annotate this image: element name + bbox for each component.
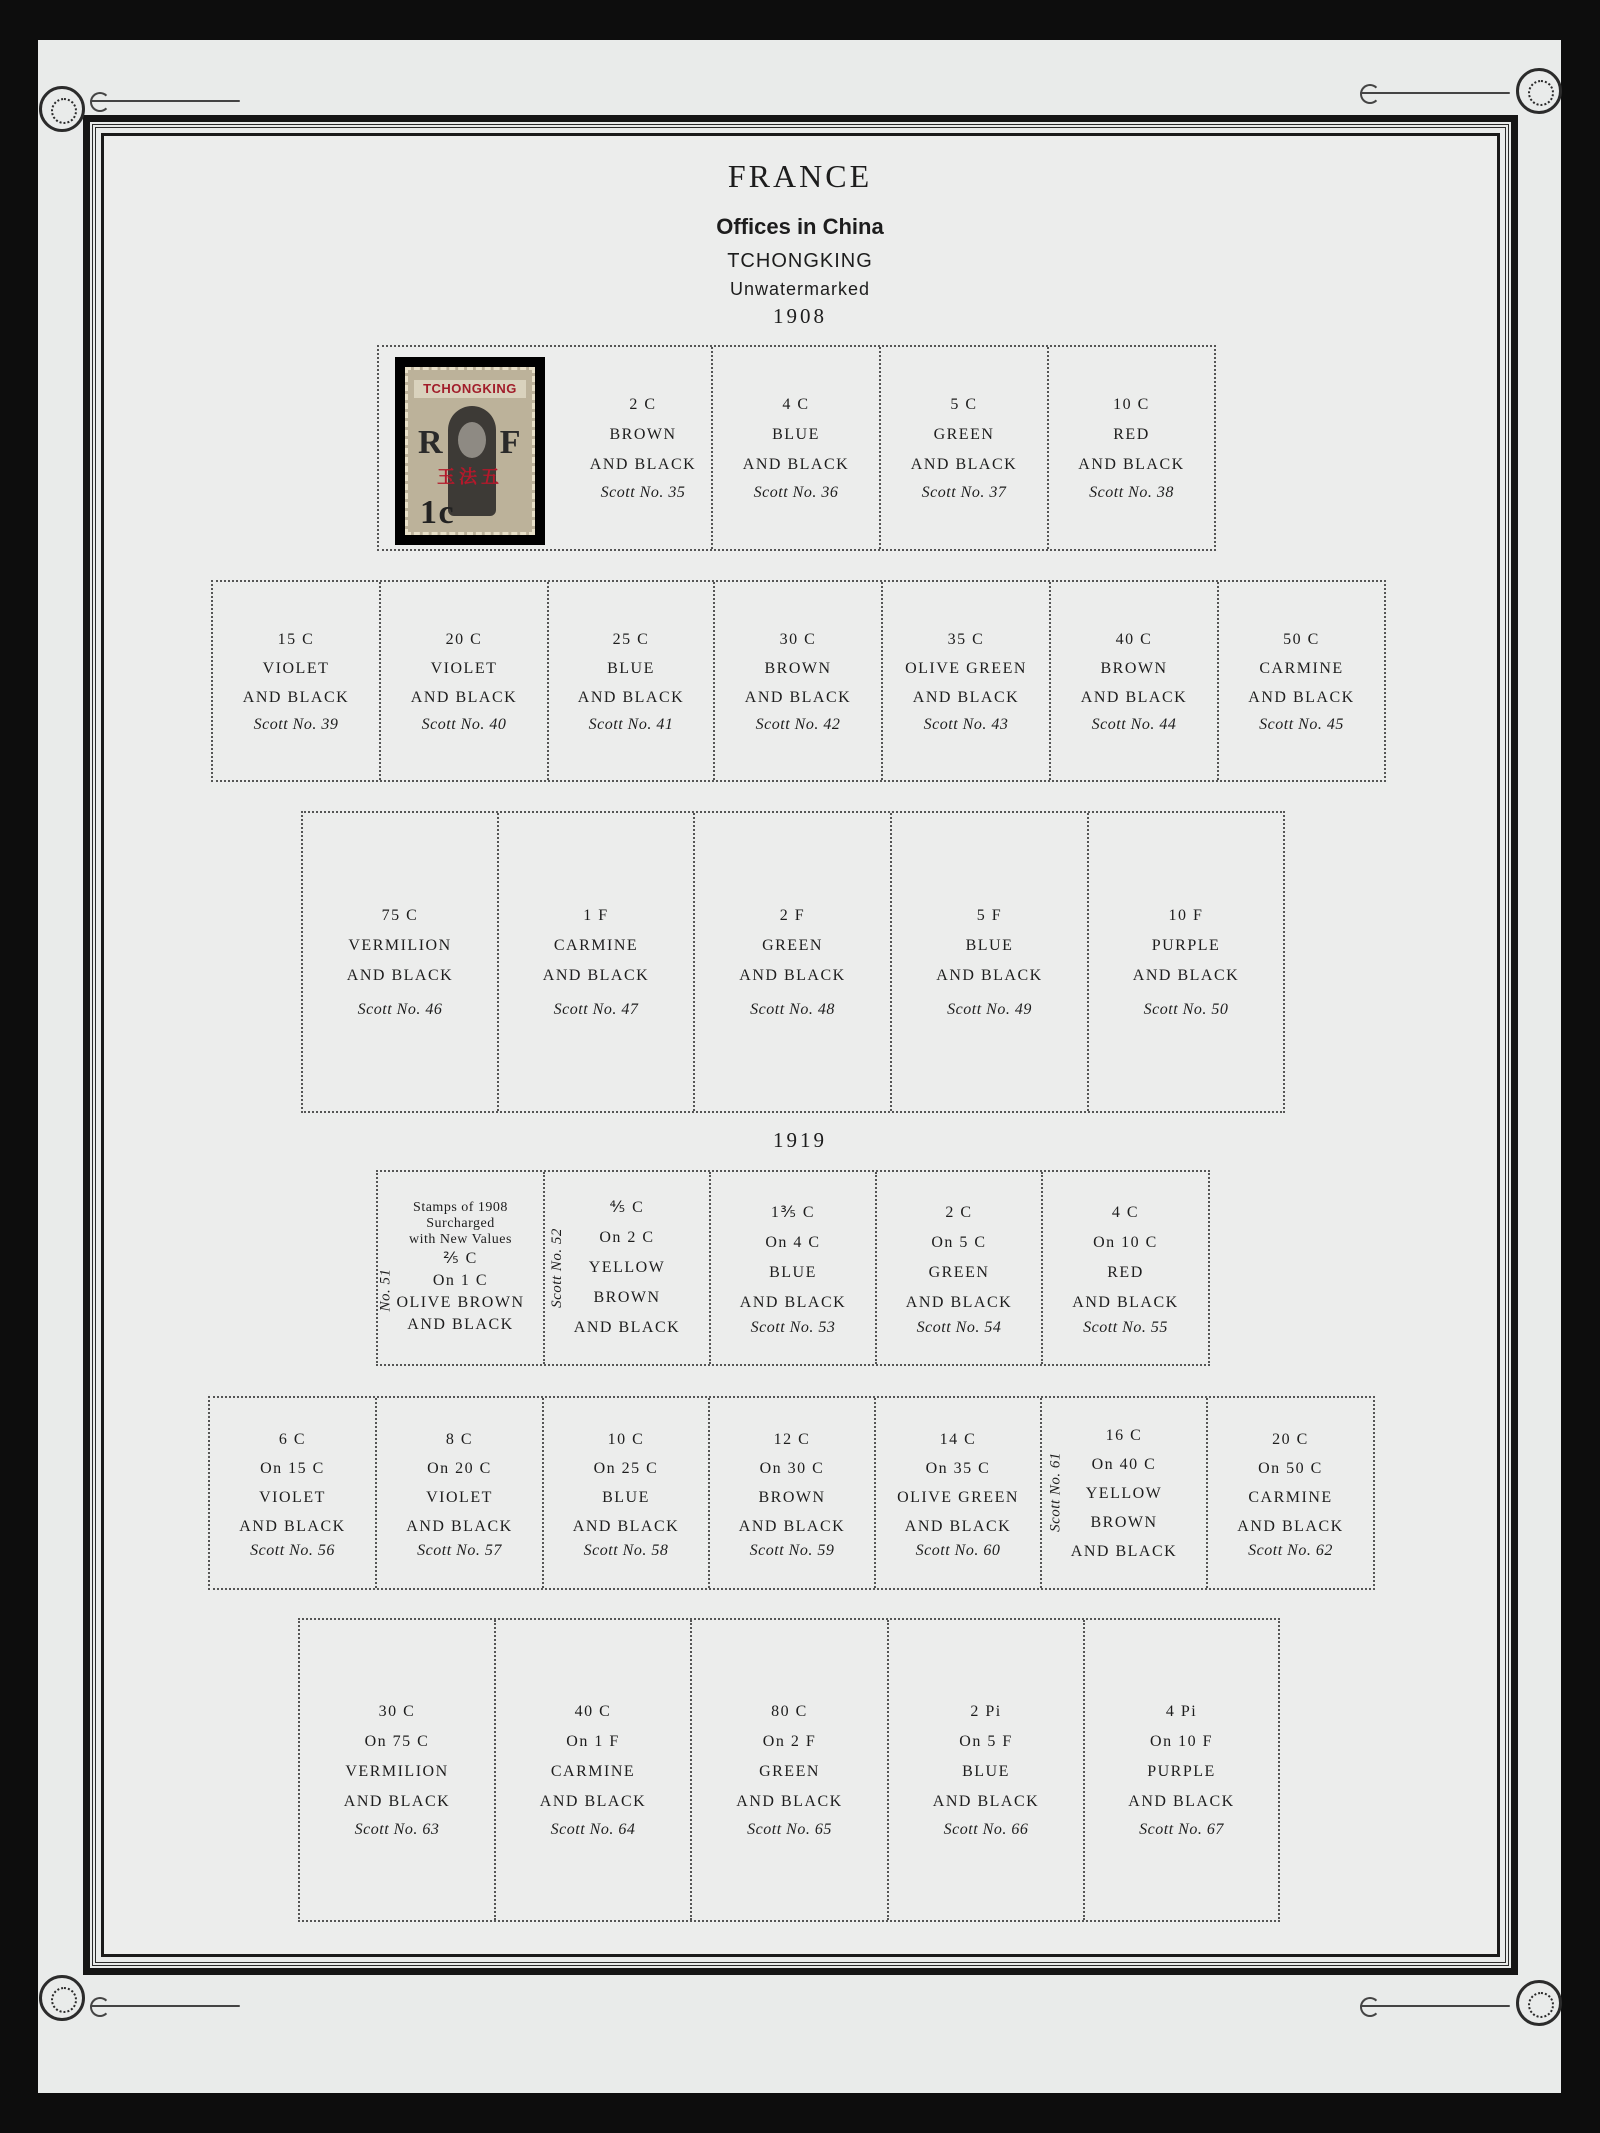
stamp-color: YELLOW xyxy=(588,1259,666,1276)
stamp-color: GREEN xyxy=(762,937,823,954)
stamp-color: VIOLET xyxy=(259,1489,326,1506)
stamp-color: BLUE xyxy=(962,1763,1010,1780)
stamp-space-label xyxy=(573,347,713,549)
scott-number: Scott No. 54 xyxy=(916,1319,1002,1336)
stamp-value: 1⅗ C xyxy=(770,1204,816,1221)
stamp-denomination: 1c xyxy=(420,494,456,531)
stamp-color: BLUE xyxy=(602,1489,650,1506)
stamp-space xyxy=(499,813,695,1111)
stamp-space xyxy=(892,813,1089,1111)
rosette-ornament-icon xyxy=(39,86,85,132)
surcharge-on: On 50 C xyxy=(1258,1460,1323,1477)
stamp-space xyxy=(876,1398,1042,1588)
stamp-value: 50 C xyxy=(1283,630,1320,648)
stamp-color: BLUE xyxy=(607,659,655,677)
stamp-color-2: AND BLACK xyxy=(1078,456,1185,473)
stamp-space xyxy=(379,347,713,549)
stamp-value: 80 C xyxy=(771,1703,808,1720)
scott-number: Scott No. 48 xyxy=(750,1001,835,1018)
stamp-space xyxy=(713,347,881,549)
surcharge-on: On 15 C xyxy=(260,1460,325,1477)
stamp-value: 30 C xyxy=(779,630,817,648)
stamp-value: 10 F xyxy=(1168,907,1204,924)
stamp-value: 2 Pi xyxy=(970,1703,1002,1720)
stamp-value: 25 C xyxy=(612,630,650,648)
stamp-value: 30 C xyxy=(378,1703,416,1720)
stamp-space xyxy=(1042,1398,1208,1588)
scott-number: Scott No. 62 xyxy=(1248,1542,1333,1559)
stamp-space xyxy=(303,813,499,1111)
stamp-color: BLUE xyxy=(772,426,820,443)
scott-number: Scott No. 63 xyxy=(354,1821,440,1838)
stamp-portrait-face xyxy=(458,422,486,458)
scott-number: Scott No. 61 xyxy=(1047,1452,1064,1532)
stamp-color: OLIVE GREEN xyxy=(897,1489,1019,1506)
stamp-color-2: AND BLACK xyxy=(410,688,518,706)
stamp-value: ⅘ C xyxy=(609,1199,645,1216)
stamp-space xyxy=(695,813,892,1111)
stamp-value: 4 C xyxy=(782,396,810,413)
stamp-color: RED xyxy=(1113,426,1150,443)
stamp-image xyxy=(395,357,545,545)
stamp-color-2: AND BLACK xyxy=(239,1518,346,1535)
stamp-color-3: AND BLACK xyxy=(573,1319,681,1336)
surcharge-on: On 40 C xyxy=(1091,1455,1157,1473)
stamp-value: 2 F xyxy=(779,907,806,924)
surcharge-on: On 30 C xyxy=(759,1460,825,1477)
stamp-color-2: AND BLACK xyxy=(539,1793,647,1810)
issue-year-1908: 1908 xyxy=(773,304,827,328)
scott-number: Scott No. 44 xyxy=(1091,715,1177,733)
stamp-space xyxy=(889,1620,1085,1920)
stamp-space xyxy=(544,1398,710,1588)
stamp-space xyxy=(692,1620,889,1920)
stamp-color-2: AND BLACK xyxy=(1248,688,1355,706)
stamp-color: PURPLE xyxy=(1147,1763,1216,1780)
stamp-color: RED xyxy=(1107,1264,1144,1281)
stamp-space xyxy=(1085,1620,1278,1920)
stamp-color-2: AND BLACK xyxy=(343,1793,451,1810)
scott-number: Scott No. 49 xyxy=(947,1001,1032,1018)
stamp-value: 1 F xyxy=(583,907,609,924)
scott-number: Scott No. 53 xyxy=(750,1319,836,1336)
surcharge-note: Stamps of 1908 xyxy=(413,1200,508,1215)
stamp-color-2: AND BLACK xyxy=(1237,1518,1344,1535)
stamp-overprint-text: TCHONGKING xyxy=(414,380,526,398)
scott-number: Scott No. 56 xyxy=(250,1542,335,1559)
scott-number: Scott No. 50 xyxy=(1143,1001,1229,1018)
stamp-color-2: AND BLACK xyxy=(912,688,1020,706)
stamp-color: GREEN xyxy=(759,1763,820,1780)
rosette-ornament-icon xyxy=(39,1975,85,2021)
stamp-color-2: AND BLACK xyxy=(738,1518,846,1535)
surcharge-on: On 1 F xyxy=(566,1733,620,1750)
scroll-ornament-icon xyxy=(90,100,240,102)
scott-number: Scott No. 39 xyxy=(253,715,339,733)
stamp-color-2: AND BLACK xyxy=(589,456,697,473)
stamp-space xyxy=(883,582,1051,780)
stamp-color: BROWN xyxy=(764,659,832,677)
stamp-color: CARMINE xyxy=(1259,659,1344,677)
stamp-space xyxy=(300,1620,496,1920)
stamp-row-6 xyxy=(298,1618,1280,1922)
surcharge-on: On 10 F xyxy=(1150,1733,1213,1750)
stamp-color: YELLOW xyxy=(1085,1484,1163,1502)
scott-number: Scott No. 40 xyxy=(421,715,507,733)
stamp-color-2: BROWN xyxy=(593,1289,661,1306)
stamp-value: 2 C xyxy=(945,1204,973,1221)
scott-number: Scott No. 52 xyxy=(548,1228,565,1308)
stamp-color: CARMINE xyxy=(1248,1489,1333,1506)
stamp-color: VERMILION xyxy=(348,937,452,954)
stamp-color: OLIVE GREEN xyxy=(905,659,1027,677)
scott-number: Scott No. 42 xyxy=(755,715,841,733)
stamp-color: GREEN xyxy=(928,1264,990,1281)
stamp-color-2: AND BLACK xyxy=(910,456,1018,473)
stamp-space xyxy=(378,1172,545,1364)
stamp-color: VIOLET xyxy=(426,1489,493,1506)
stamp-color: CARMINE xyxy=(553,937,639,954)
stamp-value: 15 C xyxy=(277,630,315,648)
scroll-ornament-icon xyxy=(1360,92,1510,94)
stamp-color-2: AND BLACK xyxy=(736,1793,843,1810)
stamp-space xyxy=(1051,582,1219,780)
stamp-space xyxy=(881,347,1049,549)
stamp-color: CARMINE xyxy=(550,1763,636,1780)
stamp-color-2: AND BLACK xyxy=(346,967,454,984)
scott-number: Scott No. 46 xyxy=(357,1001,443,1018)
scroll-ornament-icon xyxy=(90,2005,240,2007)
surcharge-on: On 2 C xyxy=(599,1229,655,1246)
rosette-ornament-icon xyxy=(1516,68,1562,114)
stamp-color: BLUE xyxy=(769,1264,817,1281)
stamp-value: 14 C xyxy=(939,1431,977,1448)
stamp-color-2: AND BLACK xyxy=(739,967,846,984)
watermark-note: Unwatermarked xyxy=(729,279,871,299)
stamp-value: 40 C xyxy=(1115,630,1153,648)
stamp-space xyxy=(545,1172,711,1364)
stamp-row-3 xyxy=(301,811,1285,1113)
stamp-value: 20 C xyxy=(445,630,483,648)
surcharge-on: On 20 C xyxy=(427,1460,492,1477)
stamp-color-2: AND BLACK xyxy=(542,967,650,984)
surcharge-on: On 25 C xyxy=(593,1460,659,1477)
stamp-color-2: AND BLACK xyxy=(744,688,852,706)
stamp-space xyxy=(549,582,715,780)
scott-number: Scott No. 36 xyxy=(753,484,839,501)
surcharge-on: On 1 C xyxy=(432,1272,489,1289)
stamp-value: 8 C xyxy=(445,1431,474,1448)
stamp-color: BLUE xyxy=(965,937,1014,954)
scott-number: Scott No. 55 xyxy=(1083,1319,1168,1336)
stamp-space xyxy=(1208,1398,1373,1588)
stamp-space xyxy=(210,1398,377,1588)
surcharge-on: On 5 C xyxy=(931,1234,987,1251)
stamp-value: 4 Pi xyxy=(1165,1703,1198,1720)
city-name: TCHONGKING xyxy=(727,250,873,272)
stamp-row-1 xyxy=(377,345,1216,551)
stamp-value: 16 C xyxy=(1105,1426,1143,1444)
surcharge-on: On 10 C xyxy=(1093,1234,1158,1251)
stamp-color-2: AND BLACK xyxy=(1080,688,1188,706)
stamp-color: GREEN xyxy=(933,426,995,443)
scott-number: Scott No. 67 xyxy=(1139,1821,1224,1838)
stamp-color: BROWN xyxy=(1100,659,1168,677)
stamp-space xyxy=(1049,347,1214,549)
issue-year-1919: 1919 xyxy=(773,1128,827,1152)
scott-number: Scott No. 57 xyxy=(417,1542,502,1559)
stamp-color-2: AND BLACK xyxy=(739,1294,847,1311)
stamp-space xyxy=(711,1172,877,1364)
stamp-space xyxy=(877,1172,1043,1364)
stamp-value: 6 C xyxy=(278,1431,307,1448)
stamp-color-2: AND BLACK xyxy=(1132,967,1240,984)
stamp-color-2: AND BLACK xyxy=(932,1793,1040,1810)
stamp-value: 12 C xyxy=(773,1431,811,1448)
surcharge-on: On 35 C xyxy=(925,1460,991,1477)
stamp-letter-f: F xyxy=(499,424,522,461)
stamp-color-2: AND BLACK xyxy=(905,1294,1013,1311)
stamp-color-2: AND BLACK xyxy=(407,1316,514,1333)
surcharge-note: with New Values xyxy=(409,1232,512,1247)
stamp-color-2: AND BLACK xyxy=(1128,1793,1235,1810)
stamp-space xyxy=(1043,1172,1208,1364)
stamp-space xyxy=(715,582,883,780)
stamp-value: 35 C xyxy=(947,630,985,648)
scott-number: Scott No. 37 xyxy=(921,484,1007,501)
stamp-value: 5 C xyxy=(950,396,978,413)
stamp-space xyxy=(381,582,549,780)
stamp-color-2: BROWN xyxy=(1090,1513,1158,1531)
scott-number: Scott No. 45 xyxy=(1259,715,1344,733)
scott-number: Scott No. 41 xyxy=(588,715,674,733)
stamp-space xyxy=(377,1398,544,1588)
stamp-value: 4 C xyxy=(1111,1204,1140,1221)
scott-number: No. 51 xyxy=(377,1268,394,1312)
stamp-color: BROWN xyxy=(758,1489,826,1506)
surcharge-on: On 4 C xyxy=(765,1234,821,1251)
stamp-space xyxy=(213,582,381,780)
surcharge-note: Surcharged xyxy=(426,1216,495,1231)
stamp-color: BROWN xyxy=(609,426,677,443)
scott-number: Scott No. 38 xyxy=(1089,484,1174,501)
stamp-value: 75 C xyxy=(381,907,419,924)
stamp-space xyxy=(496,1620,692,1920)
stamp-color: VERMILION xyxy=(345,1763,449,1780)
stamp-color-2: AND BLACK xyxy=(936,967,1043,984)
stamp-letter-r: R xyxy=(418,424,445,461)
stamp-color: OLIVE BROWN xyxy=(396,1294,525,1311)
rosette-ornament-icon xyxy=(1516,1980,1562,2026)
surcharge-on: On 2 F xyxy=(762,1733,817,1750)
scott-number: Scott No. 47 xyxy=(553,1001,639,1018)
stamp-value: 40 C xyxy=(574,1703,612,1720)
stamp-row-5 xyxy=(208,1396,1375,1590)
stamp-space xyxy=(1089,813,1283,1111)
stamp-color: PURPLE xyxy=(1151,937,1221,954)
page-title: FRANCE xyxy=(727,158,873,194)
stamp-color-2: AND BLACK xyxy=(742,456,850,473)
scott-number: Scott No. 60 xyxy=(915,1542,1001,1559)
stamp-color-2: AND BLACK xyxy=(904,1518,1012,1535)
stamp-color-2: AND BLACK xyxy=(406,1518,513,1535)
surcharge-on: On 5 F xyxy=(959,1733,1013,1750)
stamp-color-3: AND BLACK xyxy=(1070,1542,1178,1560)
stamp-value: ⅖ C xyxy=(443,1250,478,1267)
stamp-value: 10 C xyxy=(1113,396,1150,413)
scott-number: Scott No. 64 xyxy=(550,1821,636,1838)
scott-number: Scott No. 43 xyxy=(923,715,1009,733)
stamp-row-4 xyxy=(376,1170,1210,1366)
scott-number: Scott No. 59 xyxy=(749,1542,835,1559)
stamp-value: 20 C xyxy=(1272,1431,1309,1448)
scroll-ornament-icon xyxy=(1360,2005,1510,2007)
stamp-color-2: AND BLACK xyxy=(572,1518,680,1535)
stamp-surcharge: 玉法五 xyxy=(437,467,503,487)
stamp-row-2 xyxy=(211,580,1386,782)
stamp-space xyxy=(1219,582,1384,780)
stamp-value: 5 F xyxy=(976,907,1003,924)
stamp-value: 10 C xyxy=(607,1431,645,1448)
scott-number: Scott No. 35 xyxy=(600,484,686,501)
scott-number: Scott No. 65 xyxy=(747,1821,832,1838)
stamp-color-2: AND BLACK xyxy=(242,688,350,706)
stamp-color-2: AND BLACK xyxy=(1072,1294,1179,1311)
surcharge-on: On 75 C xyxy=(364,1733,430,1750)
page-subtitle: Offices in China xyxy=(716,214,884,239)
scott-number: Scott No. 66 xyxy=(943,1821,1029,1838)
stamp-color-2: AND BLACK xyxy=(577,688,685,706)
scott-number: Scott No. 58 xyxy=(583,1542,669,1559)
stamp-color: VIOLET xyxy=(430,659,498,677)
stamp-color: VIOLET xyxy=(262,659,330,677)
stamp-space xyxy=(710,1398,876,1588)
stamp-value: 2 C xyxy=(629,396,657,413)
